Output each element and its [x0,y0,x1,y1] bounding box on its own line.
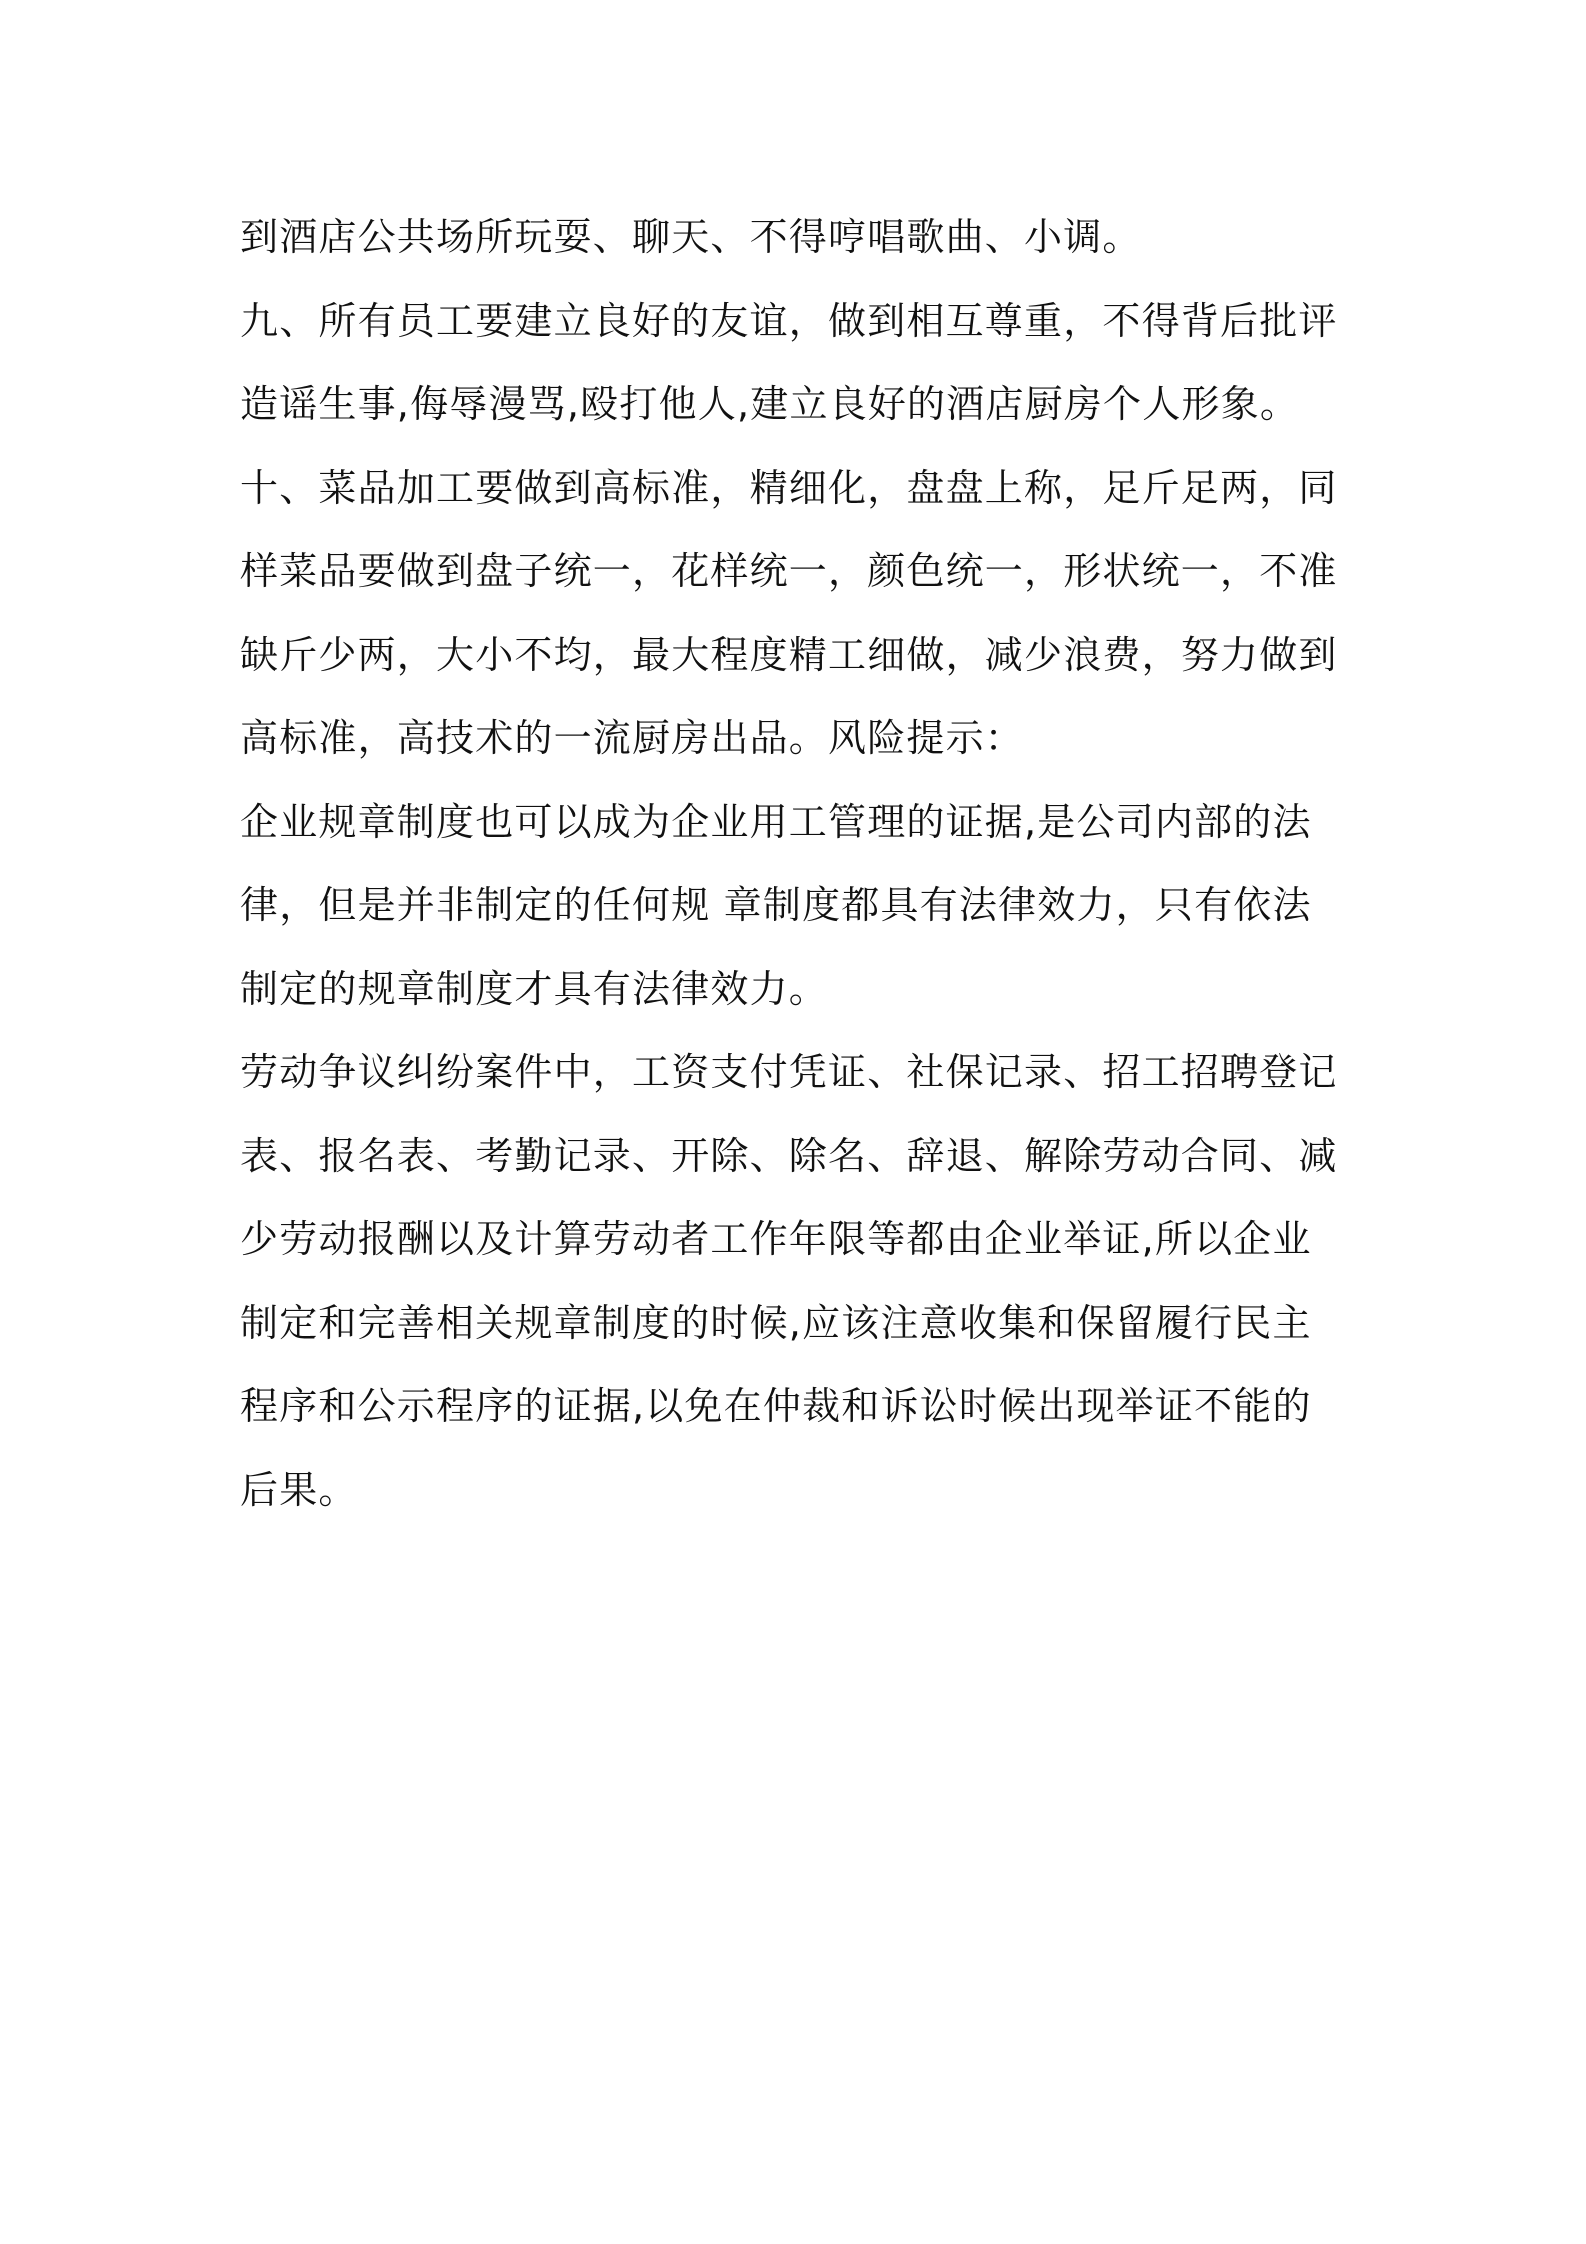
body-text [240,196,1370,1532]
text-line: 九、所有员工要建立良好的友谊，做到相互尊重，不得背后批评 [240,298,1338,343]
text-line: 样菜品要做到盘子统一，花样统一，颜色统一，形状统一，不准 [240,549,1338,593]
text-line: 企业规章制度也可以成为企业用工管理的证据,是公司内部的法 [240,799,1312,844]
text-line: 到酒店公共场所玩耍、聊天、不得哼唱歌曲、小调。 [240,215,1142,259]
text-line: 劳动争议纠纷案件中，工资支付凭证、社保记录、招工招聘登记 [240,1050,1338,1094]
text-line: 表、报名表、考勤记录、开除、除名、辞退、解除劳动合同、减 [240,1133,1338,1178]
text-line: 制定和完善相关规章制度的时候,应该注意收集和保留履行民主 [240,1300,1312,1345]
text-line: 制定的规章制度才具有法律效力。 [240,966,829,1011]
text-line: 程序和公示程序的证据,以免在仲裁和诉讼时候出现举证不能的 [240,1384,1312,1428]
text-line: 高标准，高技术的一流厨房出品。风险提示： [240,716,1025,760]
text-line: 少劳动报酬以及计算劳动者工作年限等都由企业举证,所以企业 [240,1217,1312,1261]
text-line: 缺斤少两，大小不均，最大程度精工细做，减少浪费，努力做到 [240,632,1338,677]
text-line: 造谣生事,侮辱漫骂,殴打他人,建立良好的酒店厨房个人形象。 [240,382,1300,426]
text-line: 后果。 [240,1467,358,1512]
text-line: 十、菜品加工要做到高标准，精细化，盘盘上称，足斤足两，同 [240,465,1338,510]
text-line: 律，但是并非制定的任何规 章制度都具有法律效力，只有依法 [240,883,1312,927]
